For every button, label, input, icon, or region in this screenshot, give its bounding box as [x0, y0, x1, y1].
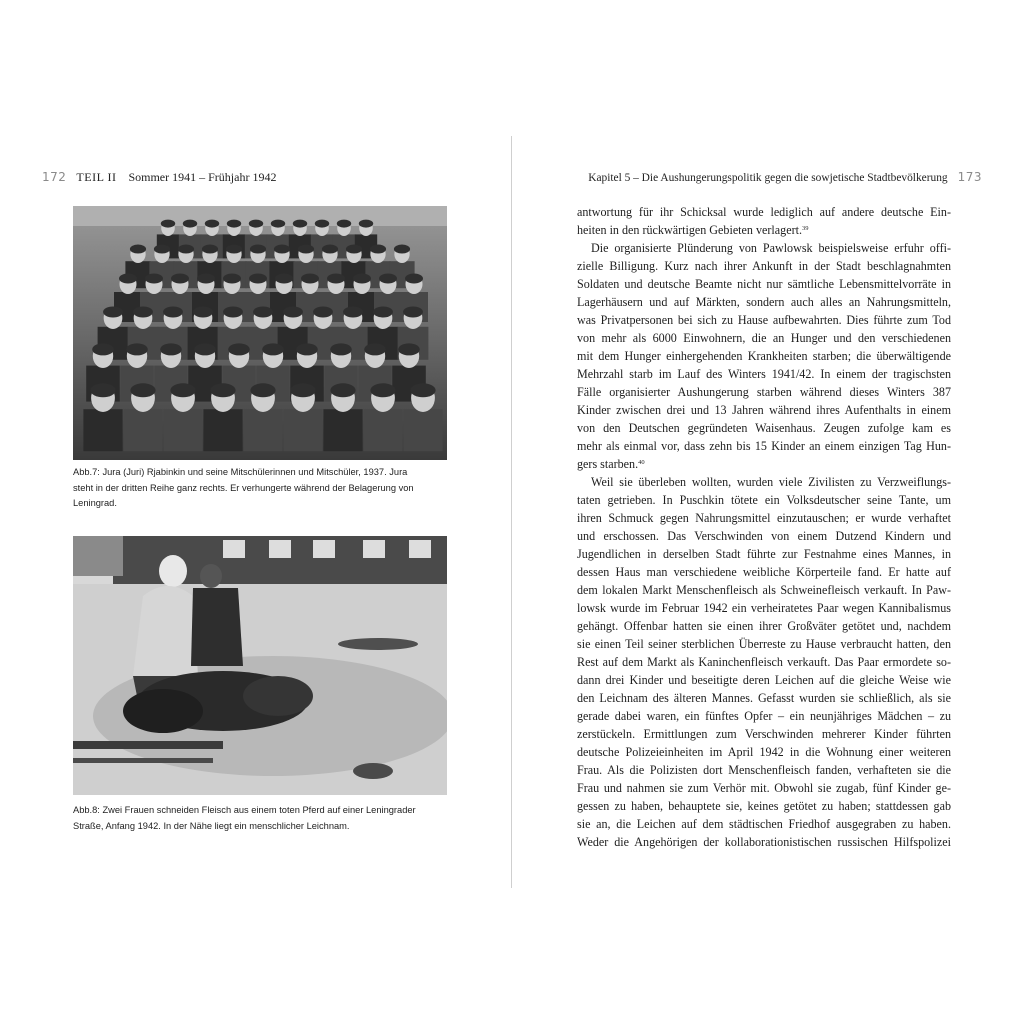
- text-line: [577, 725, 951, 743]
- text-line: [577, 761, 951, 779]
- text-line: [577, 545, 951, 563]
- text-line-content: gerade dabei waren, ein fünftes Opfer – ein neunjähriges Mädchen – zu: [577, 709, 951, 723]
- text-line: [577, 707, 951, 725]
- text-line-content: Rest auf dem Markt als Kaninchenfleisch verkauft. Das Paar ermordete so-: [577, 655, 951, 669]
- text-line: [577, 491, 951, 509]
- text-line: [577, 689, 951, 707]
- text-line: [577, 311, 951, 329]
- text-line: [577, 365, 951, 383]
- text-line-content: Frau. Als die Polizisten dort Menschenfleisch fanden, verhafteten sie die: [577, 763, 951, 777]
- text-line-content: Frau und nahmen sie zum Verhör mit. Obwohl sie zugab, fünf Kinder ge-: [577, 781, 951, 795]
- text-line-content: deutsche Polizeieinheiten im April 1942 in die Wohnung einer weiteren: [577, 745, 951, 759]
- text-line: [577, 599, 951, 617]
- text-line-content: den Leichnam des älteren Mannes. Gefasst wurden sie schließlich, als sie: [577, 691, 951, 705]
- text-line-content: gehängt. Offenbar hatten sie einen ihrer Großväter getötet und, nachdem: [577, 619, 951, 633]
- text-line-content: Weder die Angehörigen der kollaborationistischen russischen Hilfspolizei: [577, 835, 951, 849]
- text-line: [577, 473, 951, 491]
- body-text: [577, 203, 951, 851]
- text-line: [577, 275, 951, 293]
- running-head-right: [560, 170, 982, 186]
- page-number-left: 172: [42, 170, 67, 184]
- page-number-right: 173: [957, 170, 982, 184]
- text-line: [577, 347, 951, 365]
- text-line: [577, 527, 951, 545]
- footnote-marker: 39: [801, 225, 809, 232]
- text-line: [577, 221, 951, 239]
- text-line: [577, 617, 951, 635]
- text-line: [577, 779, 951, 797]
- text-line-content: Lagerhäusern und auf Märkten, sondern auch alles an Nahrungsmitteln,: [577, 295, 951, 309]
- photo-class-group: [73, 206, 447, 460]
- text-line-content: gers starben.: [577, 457, 639, 471]
- text-line-content: mehr als einmal vor, dass zehn bis 15 Kinder an einem einzigen Tag Hun-: [577, 439, 951, 453]
- text-line: [577, 581, 951, 599]
- text-line-content: zielle Billigung. Kurz nach ihrer Ankunft in der Stadt beschlagnahmten: [577, 259, 951, 273]
- figure-caption-8: [73, 803, 449, 834]
- text-line-content: antwortung für ihr Schicksal wurde lediglich auf andere deutsche Ein-: [577, 205, 951, 219]
- part-title: Sommer 1941 – Frühjahr 1942: [128, 170, 277, 184]
- text-line: [577, 743, 951, 761]
- text-line-content: taten getrieben. In Puschkin tötete ein Volksdeutscher seine Tante, um: [577, 493, 951, 507]
- class-group-image: [73, 206, 447, 460]
- text-line: [577, 815, 951, 833]
- text-line: [577, 419, 951, 437]
- text-line-content: und erschossen. Das Verschwinden von einem Dutzend Kindern und: [577, 529, 951, 543]
- text-line: [577, 455, 951, 473]
- text-line-content: zerstückeln. Ermittlungen zum Verschwinden mehrerer Kinder führten: [577, 727, 951, 741]
- caption-line: Straße, Anfang 1942. In der Nähe liegt ein menschlicher Leichnam.: [73, 820, 350, 831]
- text-line-content: sie an, die Leichen auf dem städtischen Friedhof ausgegraben zu haben.: [577, 817, 951, 831]
- text-line-content: heiten in den rückwärtigen Gebieten verlagert.: [577, 223, 802, 237]
- text-line-content: Jugendlichen in derselben Stadt führte zur Festnahme eines Mannes, in: [577, 547, 951, 561]
- text-line: [577, 293, 951, 311]
- text-line-content: von den Deutschen gegründeten Waisenhaus. Zeugen zufolge kam es: [577, 421, 951, 435]
- text-line: [577, 509, 951, 527]
- text-line: [577, 563, 951, 581]
- text-line: [577, 671, 951, 689]
- text-line: [577, 401, 951, 419]
- text-line: [577, 833, 951, 851]
- text-line-content: Weil sie überleben wollten, wurden viele Zivilisten zu Verzweiflungs-: [591, 475, 951, 489]
- text-line-content: mit dem Hunger einhergehenden Krankheiten starben; die überwältigende: [577, 349, 951, 363]
- figure-caption-7: [73, 465, 449, 512]
- text-line-content: dessen Haus man verschiedene weibliche Körperteile fand. Er hatte auf: [577, 565, 951, 579]
- text-line: [577, 239, 951, 257]
- text-line-content: gessen zu haben, behauptete sie, keines getötet zu haben; stattdessen gab: [577, 799, 951, 813]
- text-line-content: Die organisierte Plünderung von Pawlowsk beispielsweise erfuhr offi-: [591, 241, 951, 255]
- text-line: [577, 635, 951, 653]
- text-line-content: Fälle organisierter Aushungerung starben während dieses Winters 387: [577, 385, 951, 399]
- text-line: [577, 257, 951, 275]
- text-line-content: lowsk wurde im Februar 1942 ein verheiratetes Paar wegen Kannibalismus: [577, 601, 951, 615]
- footnote-marker: 40: [638, 459, 645, 466]
- text-line-content: von mehr als 6000 Einwohnern, die an Hunger und den verschiedenen: [577, 331, 951, 345]
- text-line-content: dann drei Kinder und beseitigte deren Leichen auf die gleiche Weise wie: [577, 673, 951, 687]
- text-line: [577, 797, 951, 815]
- text-line-content: Mehrzahl starb im Lauf des Winters 1941/42. In einem der tragischsten: [577, 367, 951, 381]
- caption-line: Leningrad.: [73, 498, 117, 508]
- caption-line: Abb.7: Jura (Juri) Rjabinkin und seine Mitschülerinnen und Mitschüler, 1937. Jura: [73, 467, 408, 477]
- text-line: [577, 203, 951, 221]
- text-line: [577, 383, 951, 401]
- part-label: TEIL II: [76, 170, 117, 184]
- chapter-title: Kapitel 5 – Die Aushungerungspolitik gegen die sowjetische Stadtbevölkerung: [588, 172, 948, 184]
- text-line-content: Soldaten und deutsche Beamte nicht nur sämtliche Lebensmittelvorräte in: [577, 277, 951, 291]
- text-line-content: was Privatpersonen bei sich zu Hause aufbewahrten. Dies führte zum Tod: [577, 313, 951, 327]
- text-line-content: ihren Schmuck gegen Nahrungsmittel einzutauschen; er wurde verhaftet: [577, 511, 951, 525]
- spread-gutter: [511, 136, 512, 888]
- text-line: [577, 329, 951, 347]
- caption-line: Abb.8: Zwei Frauen schneiden Fleisch aus einem toten Pferd auf einer Leningrader: [73, 805, 416, 815]
- text-line-content: sie einen Teil seiner sterblichen Überreste zu Hause verbraucht hatten, den: [577, 637, 951, 651]
- text-line-content: dem lokalen Markt Menschenfleisch als Schweinefleisch verkauft. In Paw-: [577, 583, 951, 597]
- caption-line: steht in der dritten Reihe ganz rechts. Er verhungerte während der Belagerung von: [73, 482, 414, 493]
- photo-street-scene: [73, 536, 447, 795]
- street-scene-image: [73, 536, 447, 795]
- text-line: [577, 653, 951, 671]
- text-line-content: Kinder zwischen drei und 13 Jahren während ihres Aufenthalts in einem: [577, 403, 951, 417]
- text-line: [577, 437, 951, 455]
- running-head-left: [42, 170, 482, 186]
